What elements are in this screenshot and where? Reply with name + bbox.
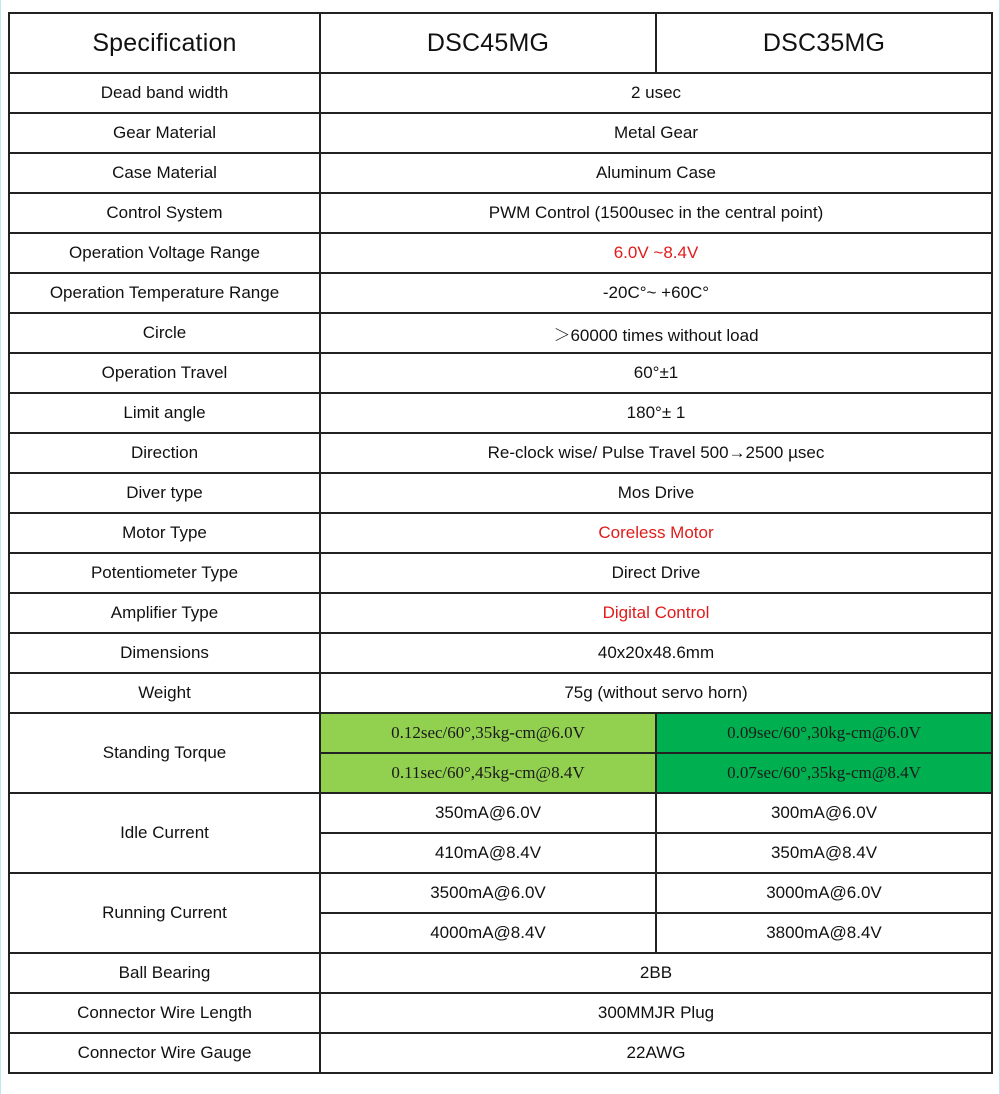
operation-travel-label: Operation Travel	[9, 353, 320, 393]
table-row	[9, 473, 992, 513]
table-row	[9, 193, 992, 233]
table-row	[9, 633, 992, 673]
table-header-row	[9, 13, 992, 73]
wire-length-value: 300MMJR Plug	[320, 993, 992, 1033]
driver-type-label: Diver type	[9, 473, 320, 513]
table-row	[9, 993, 992, 1033]
voltage-range-value: 6.0V ~8.4V	[320, 233, 992, 273]
table-row	[9, 273, 992, 313]
control-system-value: PWM Control (1500usec in the central point)	[320, 193, 992, 233]
standing-torque-dsc35mg-6v: 0.09sec/60°,30kg-cm@6.0V	[656, 713, 992, 753]
standing-torque-dsc35mg-8v: 0.07sec/60°,35kg-cm@8.4V	[656, 753, 992, 793]
idle-current-dsc35mg-6v: 300mA@6.0V	[656, 793, 992, 833]
table-row	[9, 713, 992, 753]
table-row	[9, 353, 992, 393]
running-current-dsc45mg-6v: 3500mA@6.0V	[320, 873, 656, 913]
direction-value: Re-clock wise/ Pulse Travel 500→2500 µsec	[320, 433, 992, 473]
dimensions-label: Dimensions	[9, 633, 320, 673]
gear-material-value: Metal Gear	[320, 113, 992, 153]
standing-torque-dsc45mg-8v: 0.11sec/60°,45kg-cm@8.4V	[320, 753, 656, 793]
control-system-label: Control System	[9, 193, 320, 233]
dead-band-value: 2 usec	[320, 73, 992, 113]
driver-type-value: Mos Drive	[320, 473, 992, 513]
table-row	[9, 593, 992, 633]
potentiometer-type-label: Potentiometer Type	[9, 553, 320, 593]
amplifier-type-label: Amplifier Type	[9, 593, 320, 633]
ball-bearing-label: Ball Bearing	[9, 953, 320, 993]
temperature-range-value: -20C°~ +60C°	[320, 273, 992, 313]
table-row	[9, 393, 992, 433]
model-dsc35mg-header: DSC35MG	[656, 13, 992, 73]
wire-length-label: Connector Wire Length	[9, 993, 320, 1033]
ball-bearing-value: 2BB	[320, 953, 992, 993]
motor-type-label: Motor Type	[9, 513, 320, 553]
limit-angle-label: Limit angle	[9, 393, 320, 433]
voltage-range-label: Operation Voltage Range	[9, 233, 320, 273]
amplifier-type-value: Digital Control	[320, 593, 992, 633]
direction-label: Direction	[9, 433, 320, 473]
table-row	[9, 793, 992, 833]
temperature-range-label: Operation Temperature Range	[9, 273, 320, 313]
idle-current-dsc45mg-8v: 410mA@8.4V	[320, 833, 656, 873]
weight-label: Weight	[9, 673, 320, 713]
table-row	[9, 73, 992, 113]
gear-material-label: Gear Material	[9, 113, 320, 153]
table-row	[9, 513, 992, 553]
standing-torque-label: Standing Torque	[9, 713, 320, 793]
running-current-dsc45mg-8v: 4000mA@8.4V	[320, 913, 656, 953]
table-row	[9, 953, 992, 993]
specification-header: Specification	[9, 13, 320, 73]
idle-current-dsc35mg-8v: 350mA@8.4V	[656, 833, 992, 873]
case-material-value: Aluminum Case	[320, 153, 992, 193]
table-row	[9, 233, 992, 273]
circle-label: Circle	[9, 313, 320, 353]
model-dsc45mg-header: DSC45MG	[320, 13, 656, 73]
potentiometer-type-value: Direct Drive	[320, 553, 992, 593]
table-row	[9, 153, 992, 193]
wire-gauge-value: 22AWG	[320, 1033, 992, 1073]
operation-travel-value: 60°±1	[320, 353, 992, 393]
table-row	[9, 873, 992, 913]
wire-gauge-label: Connector Wire Gauge	[9, 1033, 320, 1073]
circle-value: ＞60000 times without load	[320, 313, 992, 353]
left-edge-line	[0, 0, 1, 1094]
specification-table	[8, 12, 993, 1074]
table-row	[9, 433, 992, 473]
dead-band-label: Dead band width	[9, 73, 320, 113]
standing-torque-dsc45mg-6v: 0.12sec/60°,35kg-cm@6.0V	[320, 713, 656, 753]
motor-type-value: Coreless Motor	[320, 513, 992, 553]
table-row	[9, 673, 992, 713]
running-current-dsc35mg-6v: 3000mA@6.0V	[656, 873, 992, 913]
weight-value: 75g (without servo horn)	[320, 673, 992, 713]
table-row	[9, 113, 992, 153]
idle-current-dsc45mg-6v: 350mA@6.0V	[320, 793, 656, 833]
table-row	[9, 553, 992, 593]
limit-angle-value: 180°± 1	[320, 393, 992, 433]
dimensions-value: 40x20x48.6mm	[320, 633, 992, 673]
case-material-label: Case Material	[9, 153, 320, 193]
running-current-dsc35mg-8v: 3800mA@8.4V	[656, 913, 992, 953]
running-current-label: Running Current	[9, 873, 320, 953]
idle-current-label: Idle Current	[9, 793, 320, 873]
table-row	[9, 1033, 992, 1073]
table-row	[9, 313, 992, 353]
